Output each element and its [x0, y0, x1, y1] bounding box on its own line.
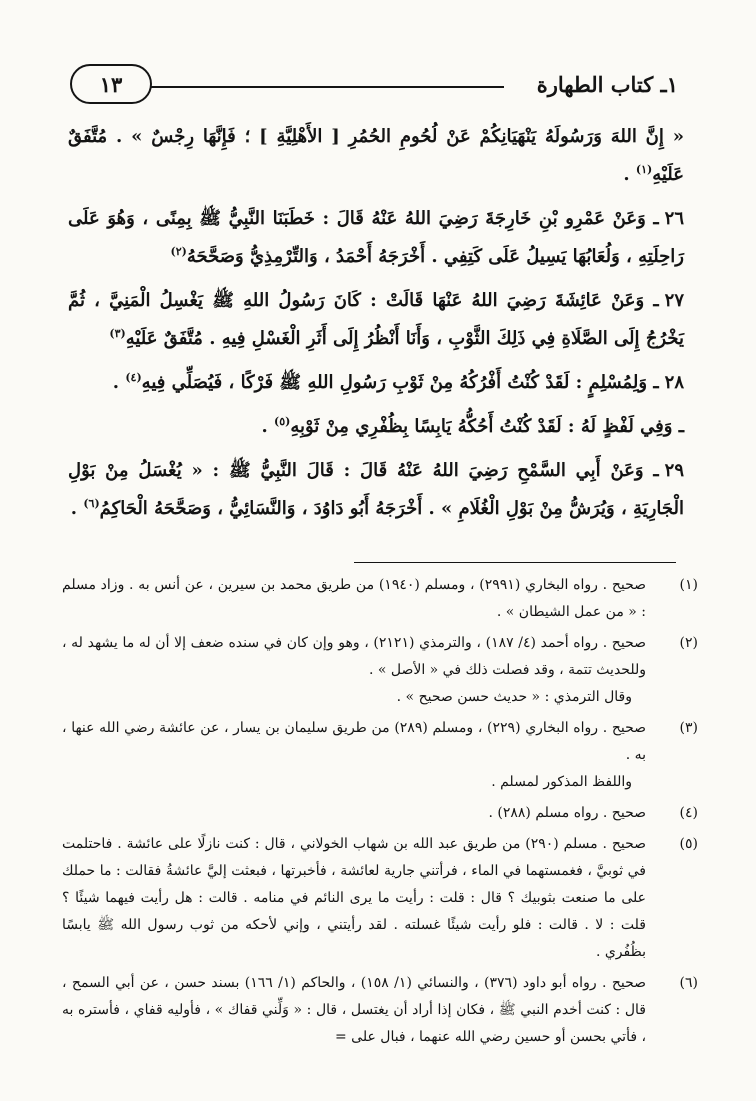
hadith-paragraph [68, 118, 684, 194]
hadith-paragraph [68, 282, 684, 358]
footnote-number: (٥) [679, 836, 698, 852]
footnote-ref[interactable]: (١) [635, 163, 653, 176]
hadith-paragraph [68, 408, 684, 446]
hadith-tail: . [112, 372, 126, 393]
footnote-text: واللفظ المذكور لمسلم . [491, 774, 632, 790]
footnote-number: (٤) [679, 805, 698, 821]
footnote-ref[interactable]: (٥) [273, 415, 291, 428]
hadith-paragraph [68, 452, 684, 528]
page-number-badge: ١٣ [70, 64, 152, 104]
footnote-body [62, 970, 646, 1051]
hadith-number: ٢٩ [664, 460, 684, 481]
footnote-text: وقال الترمذي : « حديث حسن صحيح » . [396, 689, 632, 705]
footnote-ref[interactable]: (٣) [109, 327, 126, 340]
footnote [62, 630, 698, 711]
hadith-text: « إِنَّ اللهَ وَرَسُولَهُ يَنْهَيَانِكُمْ عَنْ لُحُومِ الحُمُرِ [ الأَهْلِيَّةِ ] ؛ فَإِنَّهَا رِجْسٌ » . مُتَّفَقٌ عَلَيْهِ [68, 126, 684, 185]
footnote [62, 970, 698, 1051]
footnote-text: صحيح . رواه أحمد (٤/ ١٨٧) ، والترمذي (٢١٢١) ، وهو وإن كان في سنده ضعف إلا أن له ما يشهد له ، وللحديث تتمة ، وقد فصلت ذلك في « الأصل » . [62, 635, 646, 678]
hadith-tail: . [623, 164, 636, 185]
hadith-number: ٢٨ [664, 372, 684, 393]
footnote-body [62, 831, 646, 966]
footnote [62, 800, 698, 827]
hadith-text: ـ وَفِي لَفْظٍ لَهُ : لَقَدْ كُنْتُ أَحُكُّهُ يَابِسًا بِظُفْرِي مِنْ ثَوْبِهِ [290, 416, 684, 437]
hadith-paragraph [68, 200, 684, 276]
footnote-body [62, 572, 646, 626]
footnote-text: صحيح . مسلم (٢٩٠) من طريق عبد الله بن شهاب الخولاني ، قال : كنت نازلًا على عائشة . فاحتلمت في ثوبيَّ ، فغمستهما في الماء ، فرأتني جارية لعائشة ، فأخبرتها ، فبعثت إليَّ عائشةُ فقالت : ما حملك على ما صنعت بثوبيك ؟ قال : قلت : رأيت ما يرى النائم في منامه . قالت : هل رأيت فيهما شيئًا ؟ قلت : لا . قالت : فلو رأيت شيئًا غسلته . لقد رأيتني ، وإني لأحكه من ثوب رسول الله ﷺ يابسًا بظُفُري . [62, 836, 647, 960]
footnote [62, 572, 698, 626]
footnote-number: (٢) [679, 635, 698, 651]
footnote-text: صحيح . رواه مسلم (٢٨٨) . [488, 805, 646, 821]
hadith-tail: . [261, 416, 274, 437]
footnote-body [62, 715, 646, 796]
footnote-body [62, 630, 646, 711]
hadith-number: ٢٧ [664, 290, 684, 311]
footnote-text: صحيح . رواه أبو داود (٣٧٦) ، والنسائي (١/ ١٥٨) ، والحاكم (١/ ١٦٦) بسند حسن ، عن أبي السمح ، قال : كنت أخدم النبي ﷺ ، فكان إذا أراد أن يغتسل ، قال : « وَلِّني قفاك » ، فأوليه قفاي ، فأستره به ، فأتي بحسن أو حسين رضي الله عنهما ، فبال على = [62, 975, 646, 1045]
header-rule [146, 86, 504, 88]
hadith-tail: . [70, 498, 84, 519]
hadith-text: ـ وَعَنْ عَمْرِو بْنِ خَارِجَةَ رَضِيَ اللهُ عَنْهُ قَالَ : خَطَبَنَا النَّبِيُّ ﷺ بِمِنًى ، وَهُوَ عَلَى رَاحِلَتِهِ ، وَلُعَابُهَا يَسِيلُ عَلَى كَتِفِي . أَخْرَجَهُ أَحْمَدُ ، وَالتِّرْمِذِيُّ وَصَحَّحَهُ [68, 208, 684, 267]
footnote-ref[interactable]: (٦) [83, 497, 100, 510]
footnote [62, 831, 698, 966]
footnote-ref[interactable]: (٤) [125, 371, 142, 384]
footnote [62, 715, 698, 796]
footnote-divider [354, 562, 676, 563]
hadith-number: ٢٦ [664, 208, 684, 229]
footnote-number: (٦) [679, 975, 698, 991]
page-header [70, 64, 682, 108]
hadith-text: ـ وَعَنْ أَبِي السَّمْحِ رَضِيَ اللهُ عَنْهُ قَالَ : قَالَ النَّبِيُّ ﷺ : « يُغْسَلُ مِنْ بَوْلِ الْجَارِيَةِ ، وَيُرَشُّ مِنْ بَوْلِ الْغُلَامِ » . أَخْرَجَهُ أَبُو دَاوُدَ ، وَالنَّسَائِيُّ ، وَصَحَّحَهُ الْحَاكِمُ [68, 460, 684, 519]
chapter-title: ١ـ كتاب الطهارة [536, 72, 678, 97]
footnote-number: (٣) [679, 720, 698, 736]
footnote-text: صحيح . رواه البخاري (٢٩٩١) ، ومسلم (١٩٤٠) من طريق محمد بن سيرين ، عن أنس به . وزاد مسلم : « من عمل الشيطان » . [62, 577, 647, 620]
footnote-body [62, 800, 646, 827]
footnote-number: (١) [679, 577, 698, 593]
footnote-text: صحيح . رواه البخاري (٢٢٩) ، ومسلم (٢٨٩) من طريق سليمان بن يسار ، عن عائشة رضي الله عنها ، به . [62, 720, 647, 763]
hadith-paragraph [68, 364, 684, 402]
hadith-text: ـ وَلِمُسْلِمٍ : لَقَدْ كُنْتُ أَفْرُكُهُ مِنْ ثَوْبِ رَسُولِ اللهِ ﷺ فَرْكًا ، فَيُصَلِّي فِيهِ [141, 372, 659, 393]
hadith-text: ـ وَعَنْ عَائِشَةَ رَضِيَ اللهُ عَنْهَا قَالَتْ : كَانَ رَسُولُ اللهِ ﷺ يَغْسِلُ الْمَنِيَّ ، ثُمَّ يَخْرُجُ إِلَى الصَّلَاةِ فِي ذَلِكَ الثَّوْبِ ، وَأَنَا أَنْظُرُ إِلَى أَثَرِ الْغَسْلِ فِيهِ . مُتَّفَقٌ عَلَيْهِ [68, 290, 684, 349]
main-text [68, 118, 684, 534]
footnote-ref[interactable]: (٢) [170, 245, 187, 258]
footnotes [62, 572, 698, 1055]
